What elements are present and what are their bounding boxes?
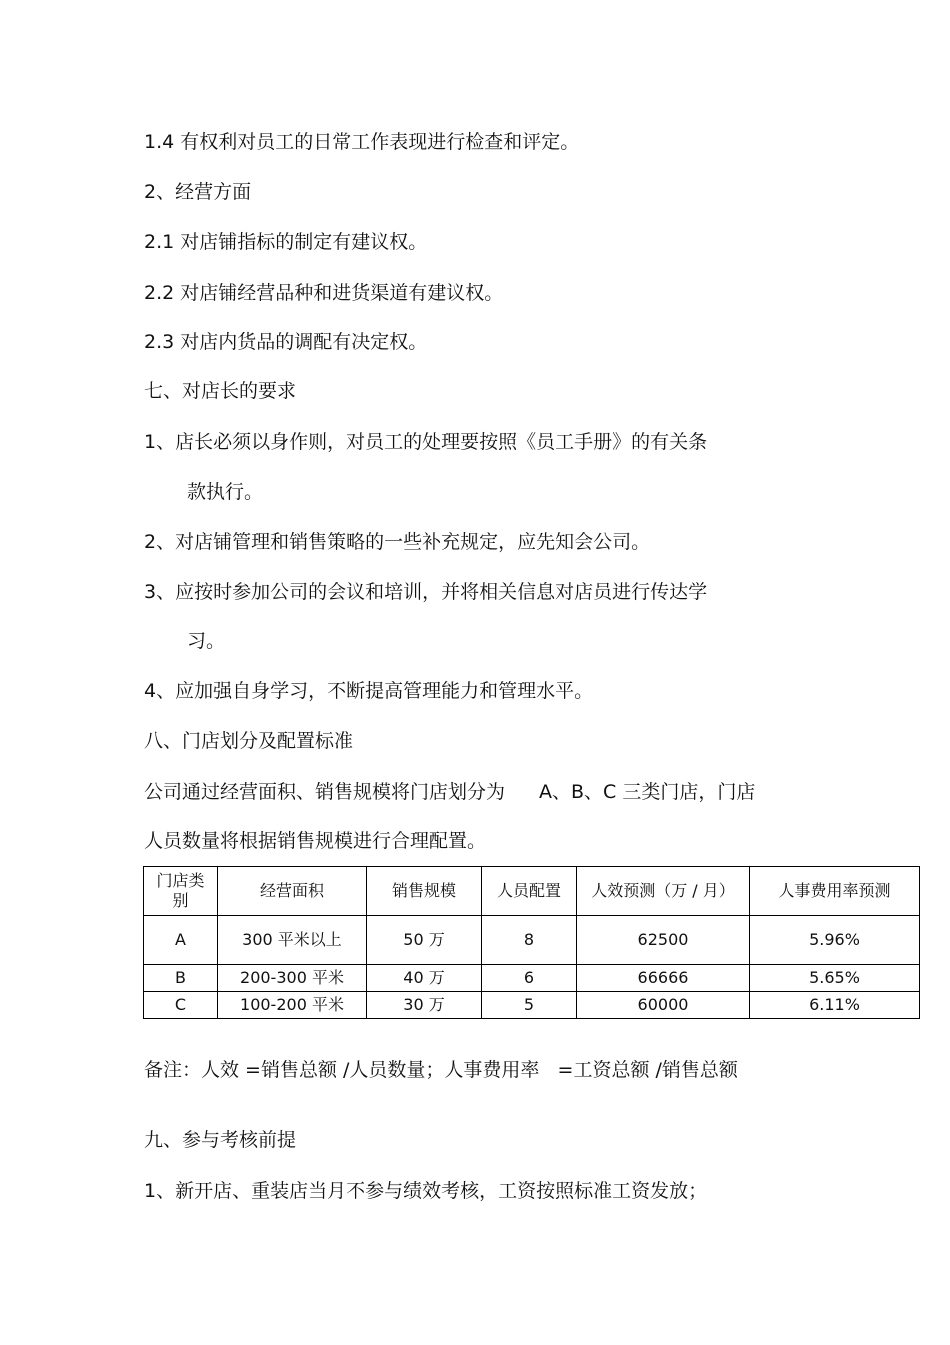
intro-paragraph-line2: 人员数量将根据销售规模进行合理配置。 <box>144 830 487 852</box>
header-area: 经营面积 <box>218 867 367 916</box>
requirement-4: 4、应加强自身学习，不断提高管理能力和管理水平。 <box>144 680 594 702</box>
table-row <box>144 992 920 1019</box>
cell-area: 200-300 平米 <box>218 965 367 992</box>
cell-staffing: 6 <box>482 965 577 992</box>
cell-store-type: C <box>144 992 218 1019</box>
requirement-2: 2、对店铺管理和销售策略的一些补充规定，应先知会公司。 <box>144 531 651 553</box>
cell-efficiency: 60000 <box>577 992 750 1019</box>
intro-paragraph-line1 <box>144 780 755 804</box>
cell-store-type: B <box>144 965 218 992</box>
cell-area: 300 平米以上 <box>218 916 367 965</box>
cell-sales-scale: 40 万 <box>367 965 482 992</box>
cell-efficiency: 62500 <box>577 916 750 965</box>
cell-area: 100-200 平米 <box>218 992 367 1019</box>
table-row <box>144 965 920 992</box>
header-staffing: 人员配置 <box>482 867 577 916</box>
cell-cost-rate: 5.96% <box>750 916 920 965</box>
cell-sales-scale: 50 万 <box>367 916 482 965</box>
requirement-1: 1、店长必须以身作则，对员工的处理要按照《员工手册》的有关条 <box>144 431 708 453</box>
cell-staffing: 5 <box>482 992 577 1019</box>
requirement-3-cont: 习。 <box>187 630 226 652</box>
table-note: 备注：人效 =销售总额 /人员数量；人事费用率 =工资总额 /销售总额 <box>144 1059 738 1081</box>
table-header-row <box>144 867 920 916</box>
cell-store-type: A <box>144 916 218 965</box>
intro-part1: 公司通过经营面积、销售规模将门店划分为 <box>144 781 506 803</box>
heading-assessment-prerequisites: 九、参与考核前提 <box>144 1129 297 1151</box>
heading-operations: 2、经营方面 <box>144 181 252 203</box>
requirement-1-cont: 款执行。 <box>187 481 264 503</box>
line-2-1: 2.1 对店铺指标的制定有建议权。 <box>144 231 428 253</box>
store-config-table <box>143 866 920 1019</box>
heading-store-classification: 八、门店划分及配置标准 <box>144 730 354 752</box>
header-store-type: 门店类别 <box>144 867 218 916</box>
cell-staffing: 8 <box>482 916 577 965</box>
header-personnel-cost-rate: 人事费用率预测 <box>750 867 920 916</box>
line-2-2: 2.2 对店铺经营品种和进货渠道有建议权。 <box>144 282 504 304</box>
cell-cost-rate: 5.65% <box>750 965 920 992</box>
line-1-4: 1.4 有权利对员工的日常工作表现进行检查和评定。 <box>144 131 580 153</box>
intro-part2: A、B、C 三类门店，门店 <box>539 781 756 803</box>
prerequisite-1: 1、新开店、重装店当月不参与绩效考核，工资按照标准工资发放； <box>144 1180 708 1202</box>
heading-manager-requirements: 七、对店长的要求 <box>144 380 297 402</box>
line-2-3: 2.3 对店内货品的调配有决定权。 <box>144 331 428 353</box>
header-efficiency-forecast: 人效预测（万 / 月） <box>577 867 750 916</box>
header-sales-scale: 销售规模 <box>367 867 482 916</box>
cell-efficiency: 66666 <box>577 965 750 992</box>
table-row <box>144 916 920 965</box>
requirement-3: 3、应按时参加公司的会议和培训，并将相关信息对店员进行传达学 <box>144 581 708 603</box>
cell-sales-scale: 30 万 <box>367 992 482 1019</box>
cell-cost-rate: 6.11% <box>750 992 920 1019</box>
